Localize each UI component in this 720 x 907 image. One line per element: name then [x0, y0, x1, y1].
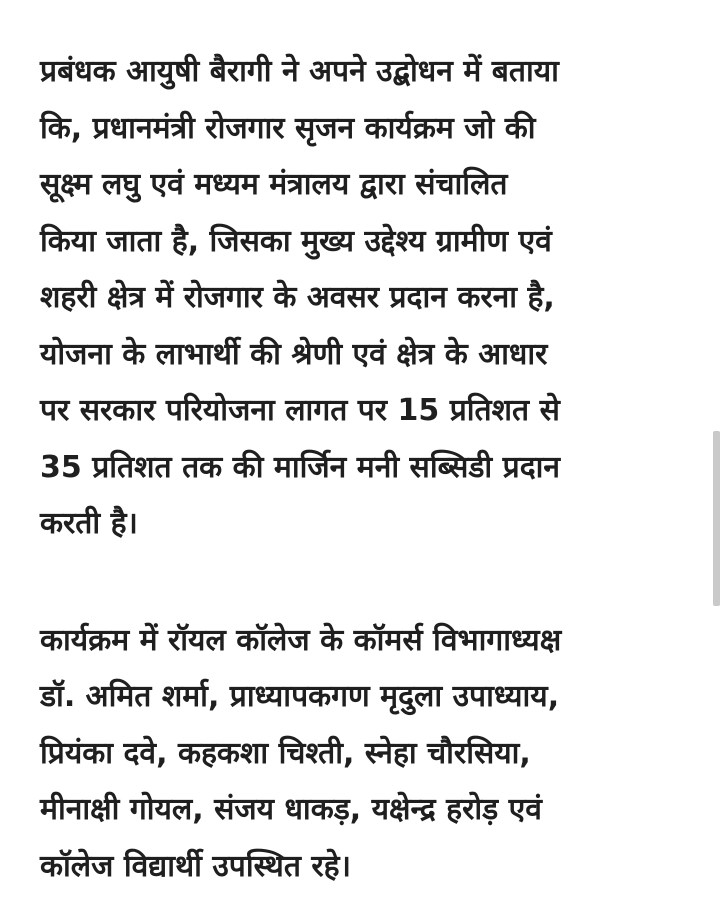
paragraph-line: शहरी क्षेत्र में रोजगार के अवसर प्रदान करना है,	[40, 280, 555, 315]
paragraph-line: मीनाक्षी गोयल, संजय धाकड़, यक्षेन्द्र हरोड़ एवं	[40, 792, 542, 827]
paragraph-spacer	[40, 553, 680, 613]
paragraph-line: डॉ. अमित शर्मा, प्राध्यापकगण मृदुला उपाध्याय,	[40, 679, 560, 714]
paragraph-line: कॉलेज विद्यार्थी उपस्थित रहे।	[40, 848, 351, 884]
paragraph-line: करती है।	[40, 506, 138, 541]
article-paragraph-2	[40, 613, 680, 896]
paragraph-line: सूक्ष्म लघु एवं मध्यम मंत्रालय द्वारा संचालित	[40, 167, 508, 202]
paragraph-line: प्रबंधक आयुषी बैरागी ने अपने उद्बोधन में बताया	[40, 54, 559, 89]
article-paragraph-1	[40, 44, 680, 553]
scrollbar[interactable]	[713, 431, 720, 606]
paragraph-line: कि, प्रधानमंत्री रोजगार सृजन कार्यक्रम जो की	[40, 110, 536, 146]
paragraph-line: योजना के लाभार्थी की श्रेणी एवं क्षेत्र के आधार	[40, 336, 548, 372]
paragraph-line: प्रियंका दवे, कहकशा चिश्ती, स्नेहा चौरसिया,	[40, 735, 531, 771]
paragraph-line: किया जाता है, जिसका मुख्य उद्देश्य ग्रामीण एवं	[40, 223, 552, 259]
paragraph-line: कार्यक्रम में रॉयल कॉलेज के कॉमर्स विभागाध्यक्ष	[40, 622, 562, 658]
paragraph-line: 35 प्रतिशत तक की मार्जिन मनी सब्सिडी प्रदान	[40, 449, 561, 485]
paragraph-line: पर सरकार परियोजना लागत पर 15 प्रतिशत से	[40, 393, 560, 428]
